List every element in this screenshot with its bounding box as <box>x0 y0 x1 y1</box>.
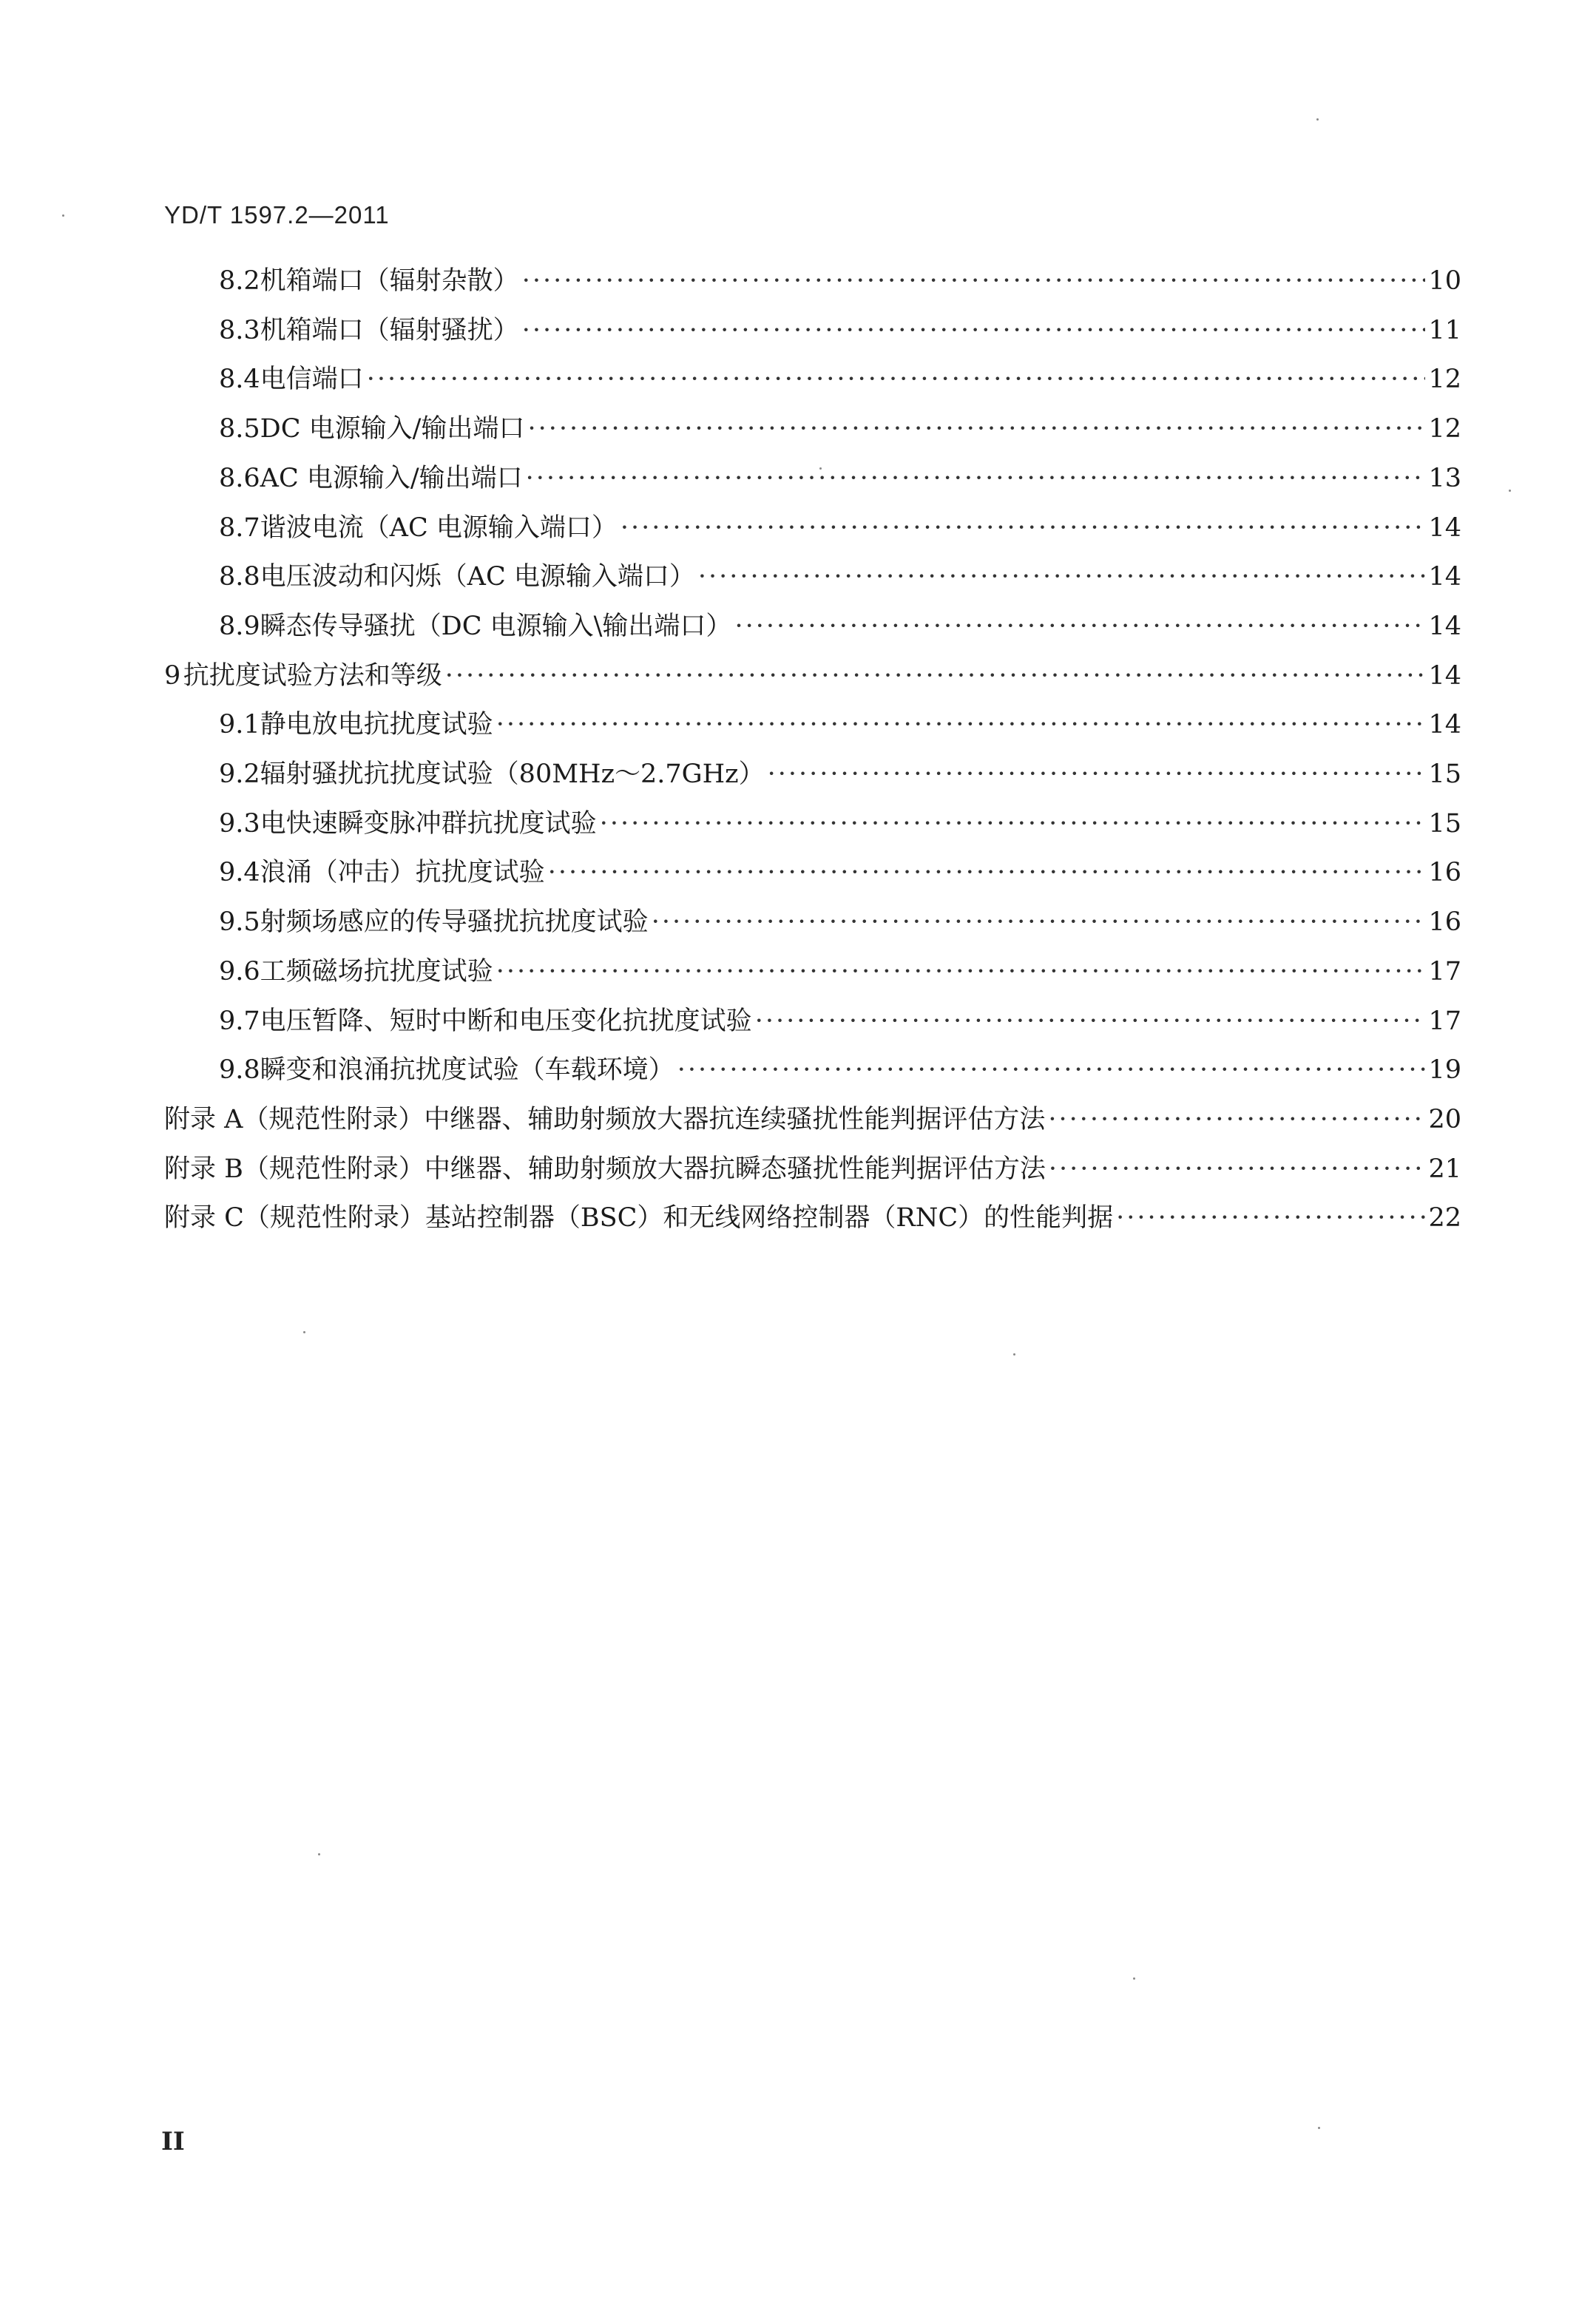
toc-entry[interactable] <box>219 310 1461 351</box>
toc-entry-number: 8.9 <box>219 611 260 641</box>
page-number: II <box>161 2127 185 2156</box>
toc-entry-page: 16 <box>1428 858 1461 888</box>
scan-speck <box>1133 1977 1135 1980</box>
toc-entry-title: 工频磁场抗扰度试验 <box>260 956 493 987</box>
toc-entry-number: 8.6 <box>219 463 260 493</box>
toc-entry-page: 15 <box>1428 808 1461 839</box>
toc-dot-leader <box>652 901 1426 943</box>
toc-entry-number: 8.4 <box>219 365 260 395</box>
toc-entry-page: 14 <box>1428 611 1461 641</box>
toc-entry-page: 17 <box>1428 1006 1461 1036</box>
toc-entry-title: 谐波电流（AC 电源输入端口） <box>260 512 618 543</box>
toc-dot-leader <box>600 803 1426 845</box>
toc-entry-title: 电信端口 <box>260 365 364 395</box>
toc-dot-leader <box>522 260 1426 302</box>
scan-speck <box>62 214 64 217</box>
toc-entry-title: 电压波动和闪烁（AC 电源输入端口） <box>260 562 695 592</box>
toc-entry[interactable] <box>219 1001 1461 1042</box>
toc-entry[interactable] <box>219 803 1461 845</box>
toc-entry-page: 17 <box>1428 956 1461 987</box>
toc-dot-leader <box>1049 1148 1426 1190</box>
toc-entry[interactable] <box>164 1197 1461 1239</box>
toc-entry-title: AC 电源输入/输出端口 <box>260 463 523 493</box>
toc-entry-number: 9.4 <box>219 858 260 888</box>
scan-speck <box>303 1331 305 1333</box>
toc-entry-number: 9.5 <box>219 907 260 938</box>
toc-entry[interactable] <box>219 359 1461 400</box>
toc-entry-page: 16 <box>1428 907 1461 938</box>
toc-dot-leader <box>1116 1197 1425 1239</box>
toc-dot-leader <box>527 408 1425 450</box>
toc-entry-number: 9.8 <box>219 1055 260 1086</box>
toc-entry-page: 19 <box>1428 1055 1461 1086</box>
toc-dot-leader <box>734 606 1425 647</box>
toc-entry[interactable] <box>219 901 1461 943</box>
toc-entry[interactable] <box>164 1148 1461 1190</box>
toc-entry-title: 静电放电抗扰度试验 <box>260 710 493 740</box>
toc-entry-title: 附录 A（规范性附录）中继器、辅助射频放大器抗连续骚扰性能判据评估方法 <box>164 1104 1046 1134</box>
toc-dot-leader <box>367 359 1426 400</box>
toc-entry-number: 8.5 <box>219 414 260 444</box>
toc-entry[interactable] <box>219 951 1461 992</box>
toc-entry-page: 14 <box>1428 562 1461 592</box>
toc-entry-page: 14 <box>1428 512 1461 543</box>
toc-entry[interactable] <box>164 1099 1461 1140</box>
toc-entry[interactable] <box>219 260 1461 302</box>
toc-entry-page: 14 <box>1428 660 1461 691</box>
toc-entry-title: 抗扰度试验方法和等级 <box>183 660 442 691</box>
toc-entry-number: 9.1 <box>219 710 260 740</box>
toc-entry[interactable] <box>219 704 1461 745</box>
toc-entry-page: 20 <box>1428 1104 1461 1134</box>
toc-entry-number: 9 <box>164 660 181 691</box>
toc-entry[interactable] <box>219 408 1461 450</box>
toc-dot-leader <box>677 1049 1426 1091</box>
toc-dot-leader <box>496 704 1426 745</box>
toc-entry-title: 辐射骚扰抗扰度试验（80MHz～2.7GHz） <box>260 759 765 789</box>
toc-dot-leader <box>445 655 1426 697</box>
scan-speck <box>1509 490 1511 492</box>
toc-entry-number: 9.3 <box>219 808 260 839</box>
toc-entry-page: 12 <box>1428 365 1461 395</box>
scan-speck <box>1013 1353 1015 1356</box>
toc-entry-title: 瞬态传导骚扰（DC 电源输入\输出端口） <box>260 611 732 641</box>
toc-dot-leader <box>548 852 1426 893</box>
toc-entry-page: 10 <box>1428 266 1461 296</box>
toc-entry-number: 8.7 <box>219 512 260 543</box>
toc-entry-title: 机箱端口（辐射骚扰） <box>260 315 519 345</box>
toc-entry-page: 12 <box>1428 414 1461 444</box>
scan-speck <box>1316 118 1319 121</box>
toc-entry[interactable] <box>164 655 1461 697</box>
toc-entry-page: 21 <box>1428 1154 1461 1184</box>
toc-dot-leader <box>621 507 1426 549</box>
toc-entry-title: 附录 C（规范性附录）基站控制器（BSC）和无线网络控制器（RNC）的性能判据 <box>164 1203 1114 1233</box>
toc-entry-number: 8.8 <box>219 562 260 592</box>
toc-entry-number: 8.2 <box>219 266 260 296</box>
toc-dot-leader <box>526 458 1426 499</box>
toc-entry-page: 11 <box>1428 315 1461 345</box>
toc-dot-leader <box>496 951 1426 992</box>
toc-entry-number: 9.2 <box>219 759 260 789</box>
toc-entry[interactable] <box>219 556 1461 598</box>
toc-dot-leader <box>755 1001 1426 1042</box>
scan-speck <box>819 467 822 470</box>
toc-dot-leader <box>768 754 1426 795</box>
toc-entry-title: 瞬变和浪涌抗扰度试验（车载环境） <box>260 1055 674 1086</box>
toc-entry[interactable] <box>219 754 1461 795</box>
toc-entry[interactable] <box>219 1049 1461 1091</box>
document-code-header: YD/T 1597.2—2011 <box>164 201 390 229</box>
toc-entry-page: 22 <box>1428 1203 1461 1233</box>
toc-dot-leader <box>698 556 1426 598</box>
toc-entry-title: 附录 B（规范性附录）中继器、辅助射频放大器抗瞬态骚扰性能判据评估方法 <box>164 1154 1046 1184</box>
scan-speck <box>318 1853 320 1855</box>
toc-entry-title: 射频场感应的传导骚扰抗扰度试验 <box>260 907 649 938</box>
toc-dot-leader <box>1048 1099 1425 1140</box>
toc-entry-title: 电快速瞬变脉冲群抗扰度试验 <box>260 808 597 839</box>
toc-entry[interactable] <box>219 458 1461 499</box>
toc-entry-page: 15 <box>1428 759 1461 789</box>
toc-dot-leader <box>522 310 1426 351</box>
toc-entry-page: 14 <box>1428 710 1461 740</box>
toc-entry[interactable] <box>219 606 1461 647</box>
toc-entry[interactable] <box>219 507 1461 549</box>
toc-entry-number: 8.3 <box>219 315 260 345</box>
toc-entry-page: 13 <box>1428 463 1461 493</box>
toc-entry-number: 9.6 <box>219 956 260 987</box>
scan-speck <box>1318 2127 1320 2129</box>
toc-entry-title: 机箱端口（辐射杂散） <box>260 266 519 296</box>
toc-entry-title: DC 电源输入/输出端口 <box>260 414 525 444</box>
toc-entry[interactable] <box>219 852 1461 893</box>
toc-entry-title: 浪涌（冲击）抗扰度试验 <box>260 858 545 888</box>
toc-entry-number: 9.7 <box>219 1006 260 1036</box>
toc-entry-title: 电压暂降、短时中断和电压变化抗扰度试验 <box>260 1006 752 1036</box>
